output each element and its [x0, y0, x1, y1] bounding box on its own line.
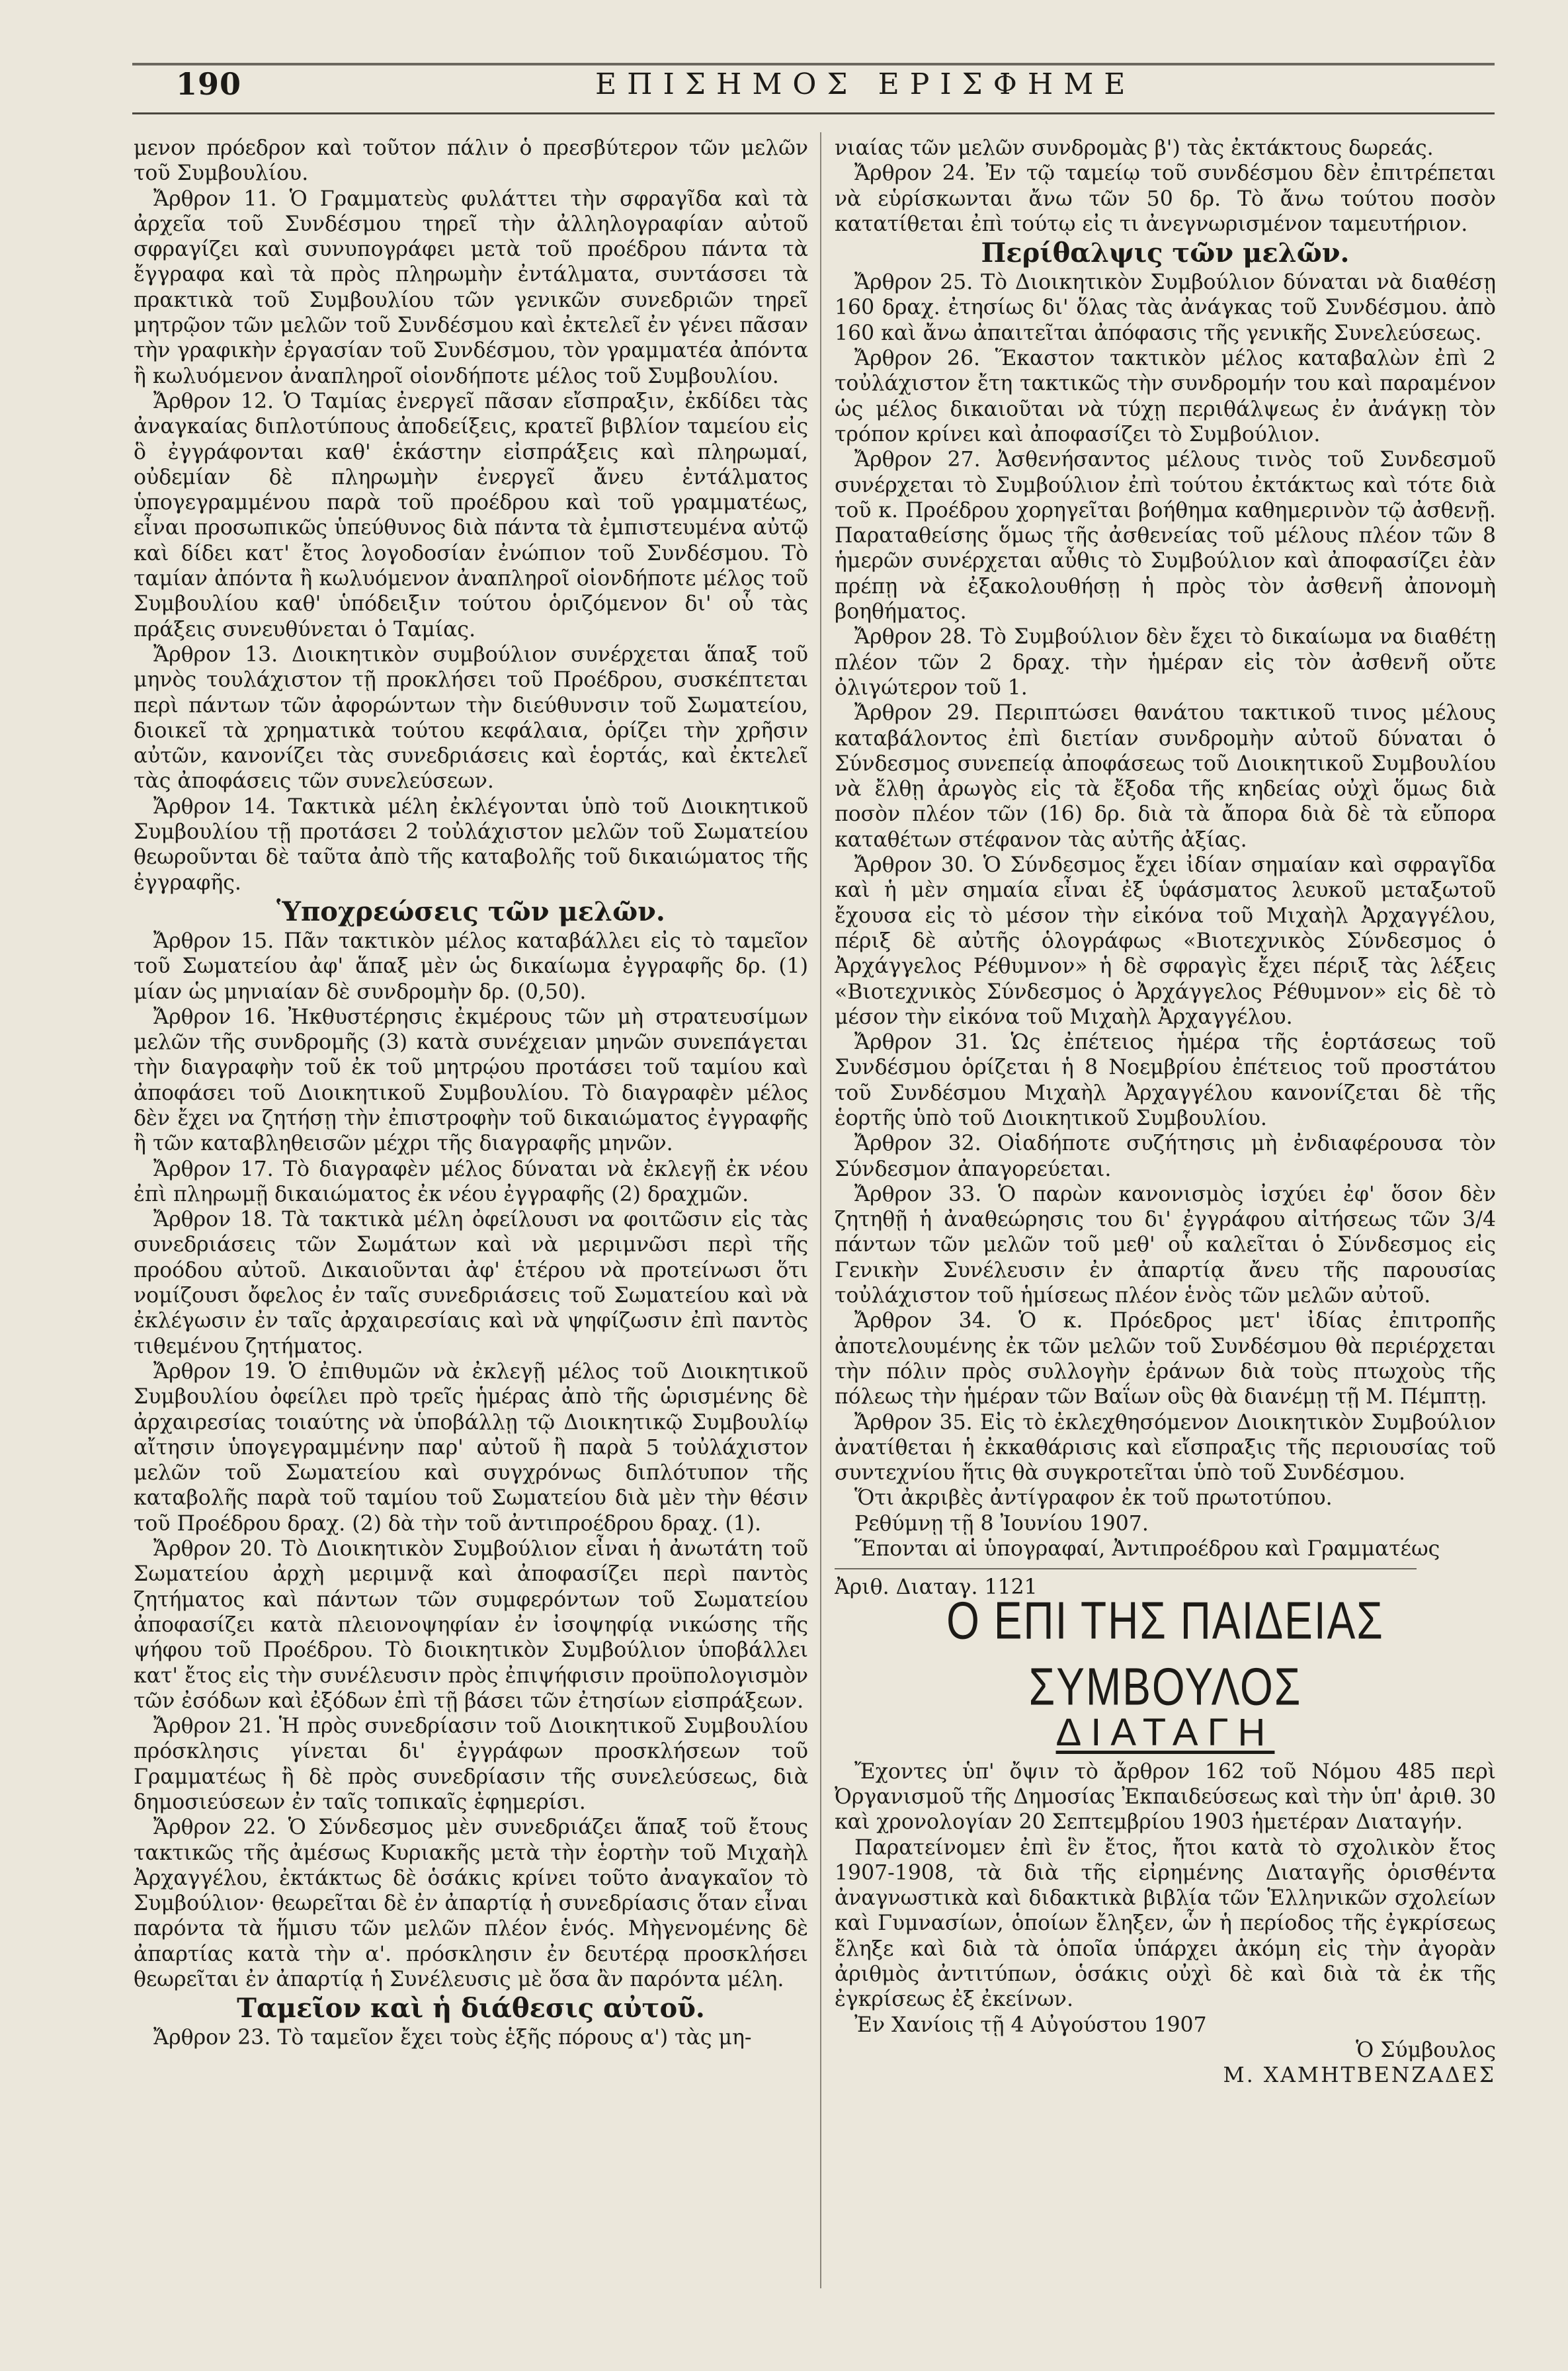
article-34: Ἄρθρον 34. Ὁ κ. Πρόεδρος μετ' ἰδίας ἐπιτροπῆς ἀποτελουμένης ἐκ τῶν μελῶν τοῦ Συνδέσμου θὰ περιέρχεται τὴν πόλιν πρὸς συλλογὴν ἐράνων διὰ τοὺς πτωχοὺς τῆς πόλεως τὴν ἡμέραν τῶν Βαΐων οὓς θὰ διανέμῃ τῇ Μ. Πέμπτῃ. — [835, 1309, 1496, 1409]
board-title: Ο ΕΠΙ ΤΗΣ ΠΑΙΔΕΙΑΣ ΣΥΜΒΟΥΛΟΣ — [946, 1590, 1384, 1716]
article-29: Ἄρθρον 29. Περιπτώσει θανάτου τακτικοῦ τινος μέλους καταβάλοντος ἐπὶ διετίαν συνδρομὴν αὐτοῦ δύναται ὁ Σύνδεσμος συνεπείᾳ ἀποφάσεως τοῦ Διοικητικοῦ Συμβουλίου νὰ ἔλθῃ ἀρωγὸς εἰς τὰ ἔξοδα τῆς κηδείας οὐχὶ ὅμως διὰ ποσὸν πλέον τῶν (16) δρ. διὰ τὰ ἄπορα διὰ δὲ τὰ εὔπορα καταθέτων στέφανον τὰς αὐτῆς ἀξίας. — [835, 701, 1496, 852]
article-30: Ἄρθρον 30. Ὁ Σύνδεσμος ἔχει ἰδίαν σημαίαν καὶ σφραγῖδα καὶ ἡ μὲν σημαία εἶναι ἐξ ὑφάσματος λευκοῦ μεταξωτοῦ ἔχουσα εἰς τὸ μέσον τὴν εἰκόνα τοῦ Μιχαὴλ Ἀρχαγγέλου, πέριξ δὲ αὐτῆς ὁλογράφως «Βιοτεχνικὸς Σύνδεσμος ὁ Ἀρχάγγελος Ρέθυμνον» ἡ δὲ σφραγὶς ἔχει πέριξ τὰς λέξεις «Βιοτεχνικὸς Σύνδεσμος ὁ Ἀρχάγγελος Ρέθυμνον» εἰς δὲ τὸ μέσον τὴν εἰκόνα τοῦ Μιχαὴλ Ἀρχαγγέλου. — [835, 853, 1496, 1029]
decree-paragraph: Παρατείνομεν ἐπὶ ἓν ἔτος, ἤτοι κατὰ τὸ σχολικὸν ἔτος 1907-1908, τὰ διὰ τῆς εἰρημένης Διαταγῆς ὁρισθέντα ἀναγνωστικὰ καὶ διδακτικὰ βιβλία τῶν Ἑλληνικῶν σχολείων καὶ Γυμνασίων, ὁποίων ἔληξεν, ὧν ἡ περίοδος τῆς ἐγκρίσεως ἔληξε καὶ διὰ τὰ ὁποῖα ὑπάρχει ἀκόμη εἰς τὴν ἀγορὰν ἀριθμὸς ἀντιτύπων, ὁσάκις οὐχὶ δὲ καὶ διὰ τὰ ἐκ τῆς ἐγκρίσεως ἐξ ἐκείνων. — [835, 1835, 1496, 2012]
top-rule — [132, 63, 1495, 65]
article-17: Ἄρθρον 17. Τὸ διαγραφὲν μέλος δύναται νὰ ἐκλεγῇ ἐκ νέου ἐπὶ πληρωμῇ δικαιώματος ἐκ νέου ἐγγραφῆς (2) δραχμῶν. — [134, 1157, 808, 1206]
certification: Ὅτι ἀκριβὲς ἀντίγραφον ἐκ τοῦ πρωτοτύπου. — [854, 1486, 1333, 1511]
newspaper-title: ΕΠΙΣΗΜΟΣ ΕΡΙΣΦΗΜΕ — [595, 67, 1136, 101]
article-32: Ἄρθρον 32. Οἱαδήποτε συζήτησις μὴ ἐνδιαφέρουσα τὸν Σύνδεσμον ἀπαγορεύεται. — [835, 1132, 1496, 1181]
decree-title: ΔΙΑΤΑΓΗ — [1055, 1710, 1275, 1754]
column-divider — [820, 132, 821, 2288]
page-number: 190 — [176, 66, 242, 102]
article-24: Ἄρθρον 24. Ἐν τῷ ταμείῳ τοῦ συνδέσμου δὲν ἐπιτρέπεται νὰ εὑρίσκωνται ἄνω τῶν 50 δρ. Τὸ ἄνω τούτου ποσὸν κατατίθεται ἐπὶ τούτῳ εἰς τι ἀνεγνωρισμένον ταμευτήριον. — [835, 161, 1496, 236]
article-26: Ἄρθρον 26. Ἕκαστον τακτικὸν μέλος καταβαλὼν ἐπὶ 2 τοὐλάχιστον ἔτη τακτικῶς τὴν συνδρομήν του καὶ παραμένον ὡς μέλος δικαιοῦται νὰ τύχῃ περιθάλψεως ἐν ἀνάγκῃ τὸν τρόπον κρίνει καὶ ἀποφασίζει τὸ Συμβούλιον. — [835, 347, 1496, 446]
article-13: Ἄρθρον 13. Διοικητικὸν συμβούλιον συνέρχεται ἅπαξ τοῦ μηνὸς τουλάχιστον τῇ προκλήσει τοῦ Προέδρου, συσκέπτεται περὶ πάντων τῶν ἀφορώντων τὴν διεύθυνσιν τοῦ Σωματείου, διοικεῖ τὰ χρηματικὰ τούτου κεφάλαια, ὁρίζει τὴν χρῆσιν αὐτῶν, κανονίζει τὰς συνεδριάσεις καὶ ἑορτάς, καὶ ἐκτελεῖ τὰς ἀποφάσεις τῶν συνελεύσεων. — [134, 642, 808, 794]
article-14: Ἄρθρον 14. Τακτικὰ μέλη ἐκλέγονται ὑπὸ τοῦ Διοικητικοῦ Συμβουλίου τῇ προτάσει 2 τοὐλάχιστον μελῶν τοῦ Σωματείου θεωροῦνται δὲ ταῦτα ἀπὸ τῆς καταβολῆς τοῦ δικαιώματος τῆς ἐγγραφῆς. — [134, 794, 808, 895]
article-15: Ἄρθρον 15. Πᾶν τακτικὸν μέλος καταβάλλει εἰς τὸ ταμεῖον τοῦ Σωματείου ἀφ' ἅπαξ μὲν ὡς δικαίωμα ἐγγραφῆς δρ. (1) μίαν ὡς μηνιαίαν δὲ συνδρομὴν δρ. (0,50). — [134, 929, 808, 1004]
article-19: Ἄρθρον 19. Ὁ ἐπιθυμῶν νὰ ἐκλεγῇ μέλος τοῦ Διοικητικοῦ Συμβουλίου ὀφείλει πρὸ τρεῖς ἡμέρας ἀπὸ τῆς ὡρισμένης δὲ ἀρχαιρεσίας τοιαύτης νὰ ὑποβάλλῃ τῷ Διοικητικῷ Συμβουλίῳ αἴτησιν ὑπογεγραμμένην παρ' αὐτοῦ ἢ παρὰ 5 τοὐλάχιστον μελῶν τοῦ Σωματείου καὶ συγχρόνως διπλότυπον τῆς καταβολῆς παρὰ τοῦ ταμίου τοῦ Σωματείου διὰ μὲν τὴν θέσιν τοῦ Προέδρου δραχ. (2) δὰ τὴν τοῦ ἀντιπροέδρου δραχ. (1). — [134, 1359, 808, 1536]
article-28: Ἄρθρον 28. Τὸ Συμβούλιον δὲν ἔχει τὸ δικαίωμα να διαθέτῃ πλέον τῶν 2 δραχ. τὴν ἡμέραν εἰς τὸν ἀσθενῆ οὔτε ὀλιγώτερον τοῦ 1. — [835, 625, 1496, 700]
paragraph: νιαίας τῶν μελῶν συνδρομὰς β') τὰς ἐκτάκτους δωρεάς. — [835, 136, 1434, 160]
signatory-title: Ὁ Σύμβουλος — [1356, 2038, 1496, 2062]
decree-date: Ἐν Χανίοις τῇ 4 Αὐγούστου 1907 — [854, 2013, 1207, 2037]
signatures-note: Ἕπονται αἱ ὑπογραφαί, Ἀντιπροέδρου καὶ Γραμματέως — [854, 1537, 1440, 1561]
article-31: Ἄρθρον 31. Ὡς ἐπέτειος ἡμέρα τῆς ἑορτάσεως τοῦ Συνδέσμου ὁρίζεται ἡ 8 Νοεμβρίου ἐπέτειος τοῦ προστάτου τοῦ Συνδέσμου Μιχαὴλ Ἀρχαγγέλου κανονίζεται δὲ τῆς ἑορτῆς ὑπὸ τοῦ Διοικητικοῦ Συμβουλίου. — [835, 1030, 1496, 1130]
decree-number: Ἀριθ. Διαταγ. 1121 — [835, 1575, 1038, 1600]
paragraph: μενον πρόεδρον καὶ τοῦτον πάλιν ὁ πρεσβύτερον τῶν μελῶν τοῦ Συμβουλίου. — [134, 136, 808, 186]
article-21: Ἄρθρον 21. Ἡ πρὸς συνεδρίασιν τοῦ Διοικητικοῦ Συμβουλίου πρόσκλησις γίνεται δι' ἐγγράφων προσκλήσεων τοῦ Γραμματέως ἢ δὲ πρὸς συνεδρίασιν τῆς συνελεύσεως, διὰ δημοσιεύσεων ἐν ταῖς τοπικαῖς ἐφημερίσι. — [134, 1714, 808, 1814]
article-23: Ἄρθρον 23. Τὸ ταμεῖον ἔχει τοὺς ἑξῆς πόρους α') τὰς μη- — [153, 2026, 752, 2050]
article-18: Ἄρθρον 18. Τὰ τακτικὰ μέλη ὀφείλουσι να φοιτῶσιν εἰς τὰς συνεδριάσεις τῶν Σωμάτων καὶ νὰ μεριμνῶσι περὶ τῆς προόδου αὐτοῦ. Δικαιοῦνται ἀφ' ἑτέρου νὰ προτείνωσι ὅτι νομίζουσι ὄφελος ἐν ταῖς συνεδριάσεις τοῦ Σωματείου καὶ νὰ ἐκλέγωσιν ἐν ταῖς ἀρχαιρεσίαις καὶ νὰ ψηφίζωσιν ἐπὶ παντὸς τιθεμένου ζητήματος. — [134, 1208, 808, 1358]
article-25: Ἄρθρον 25. Τὸ Διοικητικὸν Συμβούλιον δύναται νὰ διαθέσῃ 160 δραχ. ἐτησίως δι' ὅλας τὰς ἀνάγκας τοῦ Συνδέσμου. ἀπὸ 160 καὶ ἄνω ἀπαιτεῖται ἀπόφασις τῆς γενικῆς Συνελεύσεως. — [835, 270, 1496, 345]
separator-rule — [835, 1568, 1417, 1569]
right-column — [835, 136, 1496, 2351]
article-27: Ἄρθρον 27. Ἀσθενήσαντος μέλους τινὸς τοῦ Συνδεσμοῦ συνέρχεται τὸ Συμβούλιον ἐπὶ τούτου ἐκτάκτως καὶ τότε διὰ τοῦ κ. Προέδρου χορηγεῖται βοήθημα καθημερινὸν τῷ ἀσθενῇ. Παραταθείσης ὅμως τῆς ἀσθενείας τοῦ μέλους πλέον τῶν 8 ἡμερῶν συνέρχεται αὖθις τὸ Συμβούλιον καὶ ἀποφασίζει ἐὰν πρέπῃ νὰ ἐξακολουθήσῃ ἡ πρὸς τὸν ἀσθενῆ ἀπονομὴ βοηθήματος. — [835, 448, 1496, 624]
header-rule — [132, 112, 1495, 114]
decree-paragraph: Ἔχοντες ὑπ' ὄψιν τὸ ἄρθρον 162 τοῦ Νόμου 485 περὶ Ὀργανισμοῦ τῆς Δημοσίας Ἐκπαιδεύσεως καὶ τὴν ὑπ' ἀριθ. 30 καὶ χρονολογίαν 20 Σεπτεμβρίου 1903 ἡμετέραν Διαταγήν. — [835, 1759, 1496, 1835]
section-heading: Περίθαλψις τῶν μελῶν. — [981, 237, 1350, 269]
section-heading: Ταμεῖον καὶ ἡ διάθεσις αὐτοῦ. — [237, 1993, 705, 2024]
article-33: Ἄρθρον 33. Ὁ παρὼν κανονισμὸς ἰσχύει ἐφ' ὅσον δὲν ζητηθῇ ἡ ἀναθεώρησις του δι' ἐγγράφου αἰτήσεως τῶν 3/4 πάντων τῶν μελῶν τοῦ μεθ' οὗ καλεῖται ὁ Σύνδεσμος εἰς Γενικὴν Συνέλευσιν ἐν ἀπαρτίᾳ ἄνευ τῆς παρουσίας τοὐλάχιστον τοῦ ἡμίσεως πλέον ἑνὸς τῶν μελῶν αὐτοῦ. — [835, 1182, 1496, 1308]
article-35: Ἄρθρον 35. Εἰς τὸ ἐκλεχθησόμενον Διοικητικὸν Συμβούλιον ἀνατίθεται ἡ ἐκκαθάρισις καὶ εἴσπραξις τῆς περιουσίας τοῦ συντεχνίου ἥτις θὰ συγκροτεῖται ὑπὸ τοῦ Συνδέσμου. — [835, 1410, 1496, 1485]
place-date: Ρεθύμνῃ τῇ 8 Ἰουνίου 1907. — [854, 1511, 1149, 1536]
article-16: Ἄρθρον 16. Ἠκθυστέρησις ἐκμέρους τῶν μὴ στρατευσίμων μελῶν τῆς συνδρομῆς (3) κατὰ συνέχειαν μηνῶν συνεπάγεται τὴν διαγραφὴν τοῦ ἐκ τοῦ μητρῴου προτάσει τοῦ ταμίου καὶ ἀποφάσει τοῦ Διοικητικοῦ Συμβουλίου. Τὸ διαγραφὲν μέλος δὲν ἔχει να ζητήσῃ τὴν ἐπιστροφὴν τοῦ δικαιώματος ἐγγραφῆς ἢ τῶν καταβληθεισῶν μέχρι τῆς διαγραφῆς μηνῶν. — [134, 1005, 808, 1156]
article-22: Ἄρθρον 22. Ὁ Σύνδεσμος μὲν συνεδριάζει ἅπαξ τοῦ ἔτους τακτικῶς τῆς ἀμέσως Κυριακῆς μετὰ τὴν ἑορτὴν τοῦ Μιχαὴλ Ἀρχαγγέλου, ἐκτάκτως δὲ ὁσάκις κρίνει τοῦτο ἀναγκαῖον τὸ Συμβούλιον· θεωρεῖται δὲ ἐν ἀπαρτίᾳ ἡ συνεδρίασις ὅταν εἶναι παρόντα τὰ ἥμισυ τῶν μελῶν πλέον ἑνός. Μὴγενομένης δὲ ἀπαρτίας κατὰ τὴν α'. πρόσκλησιν ἐν δευτέρᾳ προσκλήσει θεωρεῖται ἐν ἀπαρτίᾳ ἡ Συνέλευσις μὲ ὅσα ἂν παρόντα μέλη. — [134, 1815, 808, 1992]
article-20: Ἄρθρον 20. Τὸ Διοικητικὸν Συμβούλιον εἶναι ἡ ἀνωτάτη τοῦ Σωματείου ἀρχὴ μεριμνᾷ καὶ ἀποφασίζει περὶ παντὸς ζητήματος καὶ πάντων τῶν συμφερόντων τοῦ Σωματείου ἀποφασίζει κατὰ πλειονοψηφίαν ἐν ἰσοψηφίᾳ νικώσης τῆς ψήφου τοῦ Προέδρου. Τὸ διοικητικὸν Συμβούλιον ὑποβάλλει κατ' ἔτος εἰς τὴν συνέλευσιν πρὸς ἐπιψήφισιν προϋπολογισμὸν τῶν ἐσόδων καὶ ἐξόδων ἐπὶ τῇ βάσει τῶν ἐτησίων εἰσπράξεων. — [134, 1537, 808, 1713]
article-11: Ἄρθρον 11. Ὁ Γραμματεὺς φυλάττει τὴν σφραγῖδα καὶ τὰ ἀρχεῖα τοῦ Συνδέσμου τηρεῖ τὴν ἀλληλογραφίαν αὐτοῦ σφραγίζει καὶ συνυπογράφει μετὰ τοῦ προέδρου πάντα τὰ ἔγγραφα καὶ τὰ πρὸς πληρωμὴν ἐντάλματα, συντάσσει τὰ πρακτικὰ τοῦ Συμβουλίου τῶν γενικῶν συνεδριῶν τηρεῖ μητρῷον τῶν μελῶν τοῦ Συνδέσμου καὶ ἐκτελεῖ ἐν γένει πᾶσαν τὴν γραφικὴν ἐργασίαν τοῦ Συνδέσμου, τὸν γραμματέα ἀπόντα ἢ κωλυόμενον ἀναπληροῖ οἱονδήποτε μέλος τοῦ Συμβουλίου. — [134, 187, 808, 388]
section-heading: Ὑποχρεώσεις τῶν μελῶν. — [276, 895, 665, 927]
signatory-name: Μ. ΧΑΜΗΤΒΕΝΖΑΔΕΣ — [1223, 2063, 1496, 2088]
left-column — [134, 136, 808, 2351]
article-12: Ἄρθρον 12. Ὁ Ταμίας ἐνεργεῖ πᾶσαν εἴσπραξιν, ἐκδίδει τὰς ἀναγκαίας διπλοτύπους ἀποδείξεις, κρατεῖ βιβλίον ταμείου εἰς ὃ ἐγγράφονται καθ' ἑκάστην εἰσπράξεις καὶ πληρωμαί, οὐδεμίαν δὲ πληρωμὴν ἐνεργεῖ ἄνευ ἐντάλματος ὑπογεγραμμένου παρὰ τοῦ προέδρου καὶ τοῦ γραμματέως, εἶναι προσωπικῶς ὑπεύθυνος διὰ πάντα τὰ ἐμπιστευμένα αὐτῷ καὶ δίδει κατ' ἔτος λογοδοσίαν ἐνώπιον τοῦ Συνδέσμου. Τὸ ταμίαν ἀπόντα ἢ κωλυόμενον ἀναπληροῖ οἱονδήποτε μέλος τοῦ Συμβουλίου καθ' ὑπόδειξιν τούτου ὁριζόμενον δι' οὗ τὰς πράξεις συνευθύνεται ὁ Ταμίας. — [134, 389, 808, 642]
